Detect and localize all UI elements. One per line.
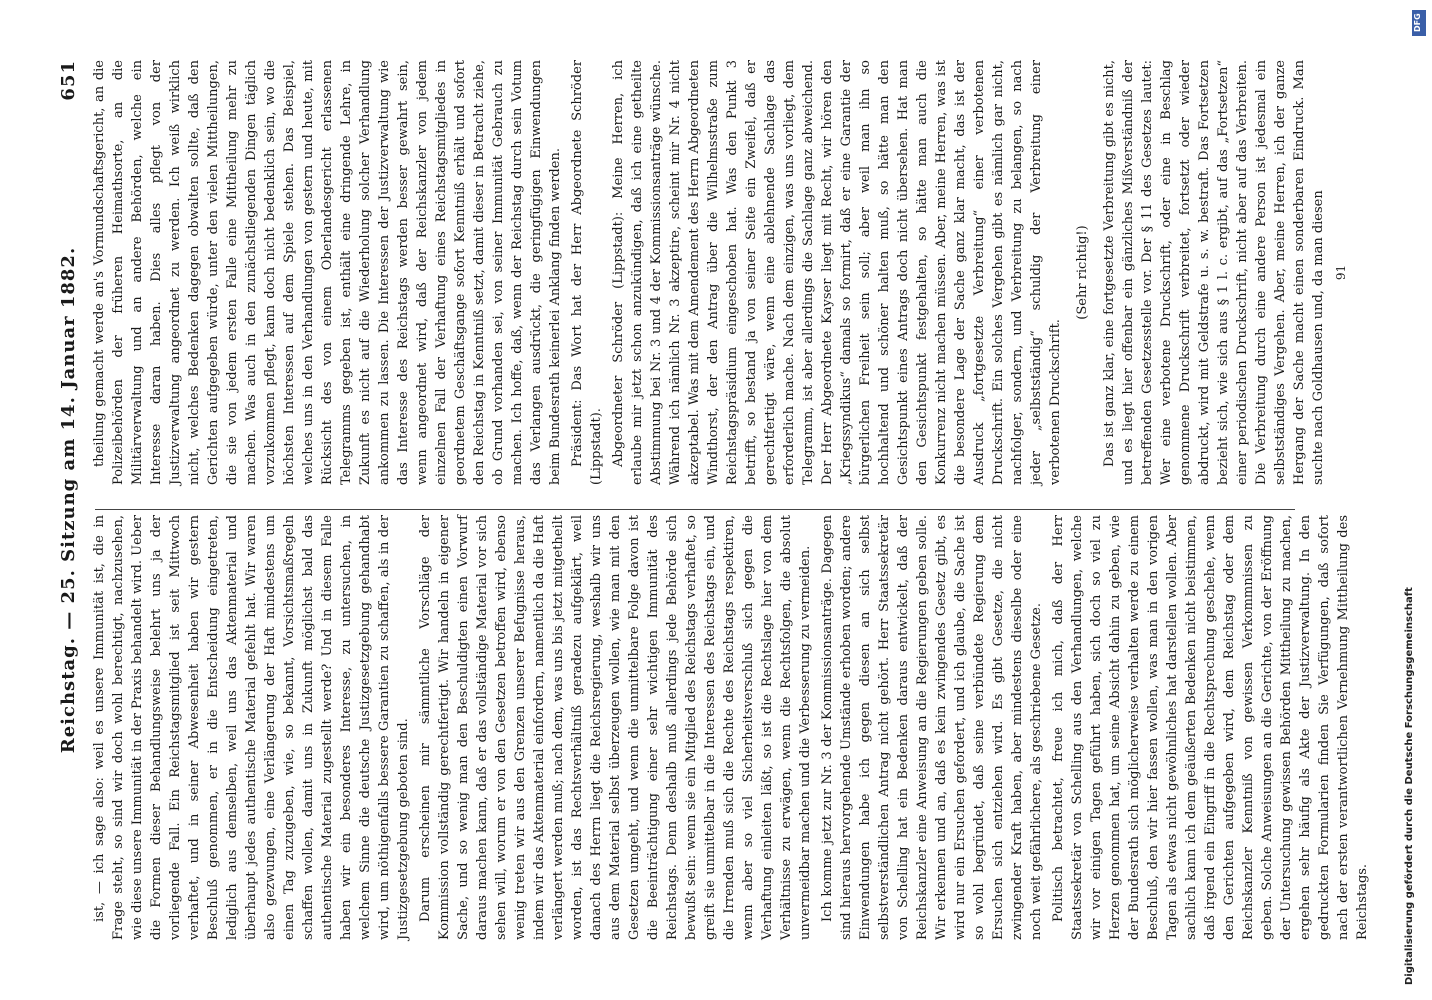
paragraph: Das ist ganz klar, eine fortgesetzte Verbreitung gibt es nicht, und es liegt hier offenbar ein gänzliches Mißverständniß der betreffenden Gesetzesstelle vor. Der § 11 des Gesetzes lautet: Wer eine verbotene Druckschrift, oder eine in Beschlag genommene Druckschrift verbreitet, fortsetzt oder wieder abdruckt, wird mit Geldstrafe u. s. w. bestraft. Das Fortsetzen bezieht sich, wie sich aus § 1 l. c. ergibt, auf das „Fortsetzen“ einer periodischen Druckschrift, nicht aber auf das Verbreiten. Die Verbreitung durch eine andere Person ist jedesmal ein selbstständiges Vergehen. Aber, meine Herren, ich der ganze Hergang der Sache macht einen sonderbaren Eindruck. Man suchte nach Goldhausen und, da man diesen bbox=[1102, 60, 1326, 485]
running-title: Reichstag. — 25. Sitzung am 14. Januar 1882. bbox=[58, 246, 79, 754]
paragraph: Ich komme jetzt zur Nr. 3 der Kommissionsanträge. Dagegen sind hieraus hervorgehende Umstände erhoben worden; andere Einwendungen habe ich gegen diesen an sich selbst selbstverständlichen Antrag nicht gehört. Herr Staatssekretär von Schelling hat ein Bedenken daraus entwickelt, daß der Reichskanzler eine Anweisung an die Regierungen geben solle. Wir erkennen und an, daß es kein zwingendes Gesetz gibt, es wird nur ein Ersuchen gefordert, und ich glaube, die Sache ist so wohl begründet, daß seine verbündete Regierung dem Ersuchen sich entziehen wird. Es gibt Gesetze, die nicht zwingender Kraft haben, aber mindestens dieselbe oder eine noch weit gefährlichere, als geschriebene Gesetze. bbox=[820, 515, 1044, 940]
digitization-note: Digitalisierung gefördert durch die Deutsche Forschungsgemeinschaft bbox=[1404, 587, 1415, 985]
page-number: 651 bbox=[58, 60, 79, 101]
paragraph: ist, — ich sage also: weil es unsere Immunität ist, die in Frage steht, so sind wir doch wohl berechtigt, nachzusehen, wie diese unsere Immunität in der Praxis behandelt wird. Ueber die Formen dieser Behandlungsweise belehrt uns ja der vorliegende Fall. Ein Reichstagsmitglied ist seit Mittwoch verhaftet, und in seiner Abwesenheit haben wir gestern Beschluß genommen, er in die Entscheidung eingetreten, lediglich aus demselben, weil uns das Aktenmaterial und überhaupt jedes authentische Material gefehlt hat. Wir waren also gezwungen, eine Verlängerung der Haft mindestens um einen Tag zuzugeben, wie, so bekannt, Vorsichtsmaßregeln schaffen wollen, damit uns in Zukunft möglichst bald das authentische Material zugestellt werde? Und in diesem Falle haben wir ein besonderes Interesse, zu untersuchen, in welchem Sinne die deutsche Justizgesetzgebung gehandhabt wird, um nöthigenfalls bessere Garantien zu schaffen, als in der Justizgesetzgebung geboten sind. bbox=[92, 515, 411, 940]
paragraph: theilung gemacht werde an's Vormundschaftsgericht, an die Polizeibehörden der früheren Heimathsorte, an die Militärverwaltung und an andere Behörden, welche ein Interesse daran haben. Dies alles pflegt von der Justizverwaltung angeordnet zu werden. Ich weiß wirklich nicht, welches Bedenken dagegen obwalten sollte, daß den Gerichten aufgegeben würde, unter den vielen Mittheilungen, die sie von jedem ersten Falle eine Mittheilung mehr zu machen. Was auch in den zunächstliegenden Dingen täglich vorzukommen pflegt, kann doch nicht bedenklich sein, wo die höchsten Interessen auf dem Spiele stehen. Das Beispiel, welches uns in den Verhandlungen von gestern und heute, mit Rücksicht des von einem Oberlandesgericht erlassenen Telegramms gegeben ist, enthält eine dringende Lehre, in Zukunft es nicht auf die Wiederholung solcher Verhandlung ankommen zu lassen. Die Interessen der Justizverwaltung wie das Interesse des Reichstags werden besser gewahrt sein, wenn angeordnet wird, daß der Reichskanzler von jedem einzelnen Fall der Verhaftung eines Reichstagsmitgliedes in geordnetem Geschäftsgange sofort Kenntniß erhält und sofort den Reichstag in Kenntniß setzt, damit dieser in Betracht ziehe, ob Grund vorhanden sei, von seiner Immunität Gebrauch zu machen. Ich hoffe, daß, wenn der Reichstag durch sein Votum das Verlangen ausdrückt, die geringfügigen Einwendungen beim Bundesrath keinerlei Anklang finden werden. bbox=[92, 60, 563, 485]
dfg-logo: DFG bbox=[1412, 10, 1426, 36]
right-column bbox=[90, 60, 1348, 485]
paragraph: (Sehr richtig!) bbox=[1075, 225, 1090, 320]
paragraph: Darum erscheinen mir sämmtliche Vorschläge der Kommission vollständig gerechtfertigt. Wir handeln in eigener Sache, und so wenig man den Beschuldigten einen Vorwurf daraus machen kann, daß er das vollständige Material vor sich sehen will, worum er von den Gesetzen betroffen wird, ebenso wenig treten wir aus den Grenzen unserer Befugnisse heraus, indem wir das Aktenmaterial einfordern, namentlich da die Haft verlängert werden muß; nach dem, was uns bis jetzt mitgetheilt worden, ist das Rechtsverhältniß geradezu aufgeklärt, weil danach des Herrn liegt die Reichsregierung, weshalb wir uns aus dem Material selbst überzeugen wollen, wie man mit den Gesetzen umgeht, und wenn die unmittelbare Folge davon ist die Beeinträchtigung einer sehr wichtigen Immunität des Reichstags. Denn deshalb muß allerdings jede Behörde sich bewußt sein: wenn sie ein Mitglied des Reichstags verhaftet, so greift sie unmittelbar in die Interessen des Reichstags ein, und die Irrenden muß sich die Rechte des Reichstags respektiren, wenn aber so viel Sicherheitsverschluß sich gegen die Verhaftung einleiten läßt, so ist die Rechtslage hier von dem Verhältnisse zu erwägen, wenn die Rechtsfolgen, die absolut unvermeidbar machen und die Verbesserung zu vermeiden. bbox=[418, 515, 813, 940]
column-divider bbox=[95, 509, 1295, 510]
page-header bbox=[58, 60, 84, 940]
signature-mark: 91 bbox=[1334, 264, 1348, 281]
left-column bbox=[90, 515, 1370, 940]
paragraph: Politisch betrachtet, freue ich mich, daß der Herr Staatssekretär von Schelling aus den Verhandlungen, welche wir vor einigen Tagen geführt haben, sich doch so viel zu Herzen genommen hat, um seine Absicht dahin zu geben, wie der Bundesrath sich möglicherweise verhalten werde zu einem Beschluß, den wir hier fassen wollen, was man in den vorigen Tagen als etwas nicht gewöhnliches hat darstellen wollen. Aber sachlich kann ich dem geäußerten Bedenken nicht beistimmen, daß irgend ein Eingriff in die Rechtsprechung geschehe, wenn den Gerichten aufgegeben wird, dem Reichstag oder dem Reichskanzler Kenntniß von gewissen Verkommnissen zu geben. Solche Anweisungen an die Gerichte, von der Eröffnung der Untersuchung gewissen Behörden Mittheilung zu machen, ergehen sehr häufig als Akte der Justizverwaltung. In den gedruckten Formularien finden Sie Verfügungen, daß sofort nach der ersten verantwortlichen Vernehmung Mittheilung des Reichstags. bbox=[1051, 515, 1370, 940]
paragraph: Präsident: Das Wort hat der Herr Abgeordnete Schröder (Lippstadt). bbox=[570, 60, 604, 485]
paragraph: Abgeordneter Schröder (Lippstadt): Meine Herren, ich erlaube mir jetzt schon anzukündigen, daß ich eine getheilte Abstimmung bei Nr. 3 und 4 der Kommissionsanträge wünsche. Während ich nämlich Nr. 3 akzeptire, scheint mir Nr. 4 nicht akzeptabel. Was mit dem Amendement des Herrn Abgeordneten Windthorst, der den Antrag über die Wilhelmsstraße zum Reichstagspräsidium eingeschoben hat. Was den Punkt 3 betrifft, so bestand ja von seiner Seite ein Zweifel, daß er gerechtfertigt wäre, wenn eine ablehnende Sachlage das erforderlich mache. Nach dem einzigen, was uns vorliegt, dem Telegramm, ist aber allerdings die Sachlage ganz abweichend. Der Herr Abgeordnete Kayser liegt mit Recht, wir hören den „Kriegssyndikus“ damals so formirt, daß er eine Garantie der bürgerlichen Freiheit sein soll; aber weil man ihn so hochhaltend und schöner halten muß, so hätte man den Gesichtspunkt eines Antrags doch nicht übersehen. Hat man den Gesichtspunkt festgehalten, so hätte man auch die Konkurrenz nicht machen müssen. Aber, meine Herren, was ist die besondere Lage der Sache ganz klar macht, das ist der Ausdruck „fortgesetzte Verbreitung“ einer verbotenen Druckschrift. Ein solches Vergehen gibt es nämlich gar nicht, nachfolger, sondern, und Verbreitung zu belangen, so nach jeder „selbstständig“ schuldig der Verbreitung einer verbotenen Druckschrift. bbox=[611, 60, 1063, 485]
